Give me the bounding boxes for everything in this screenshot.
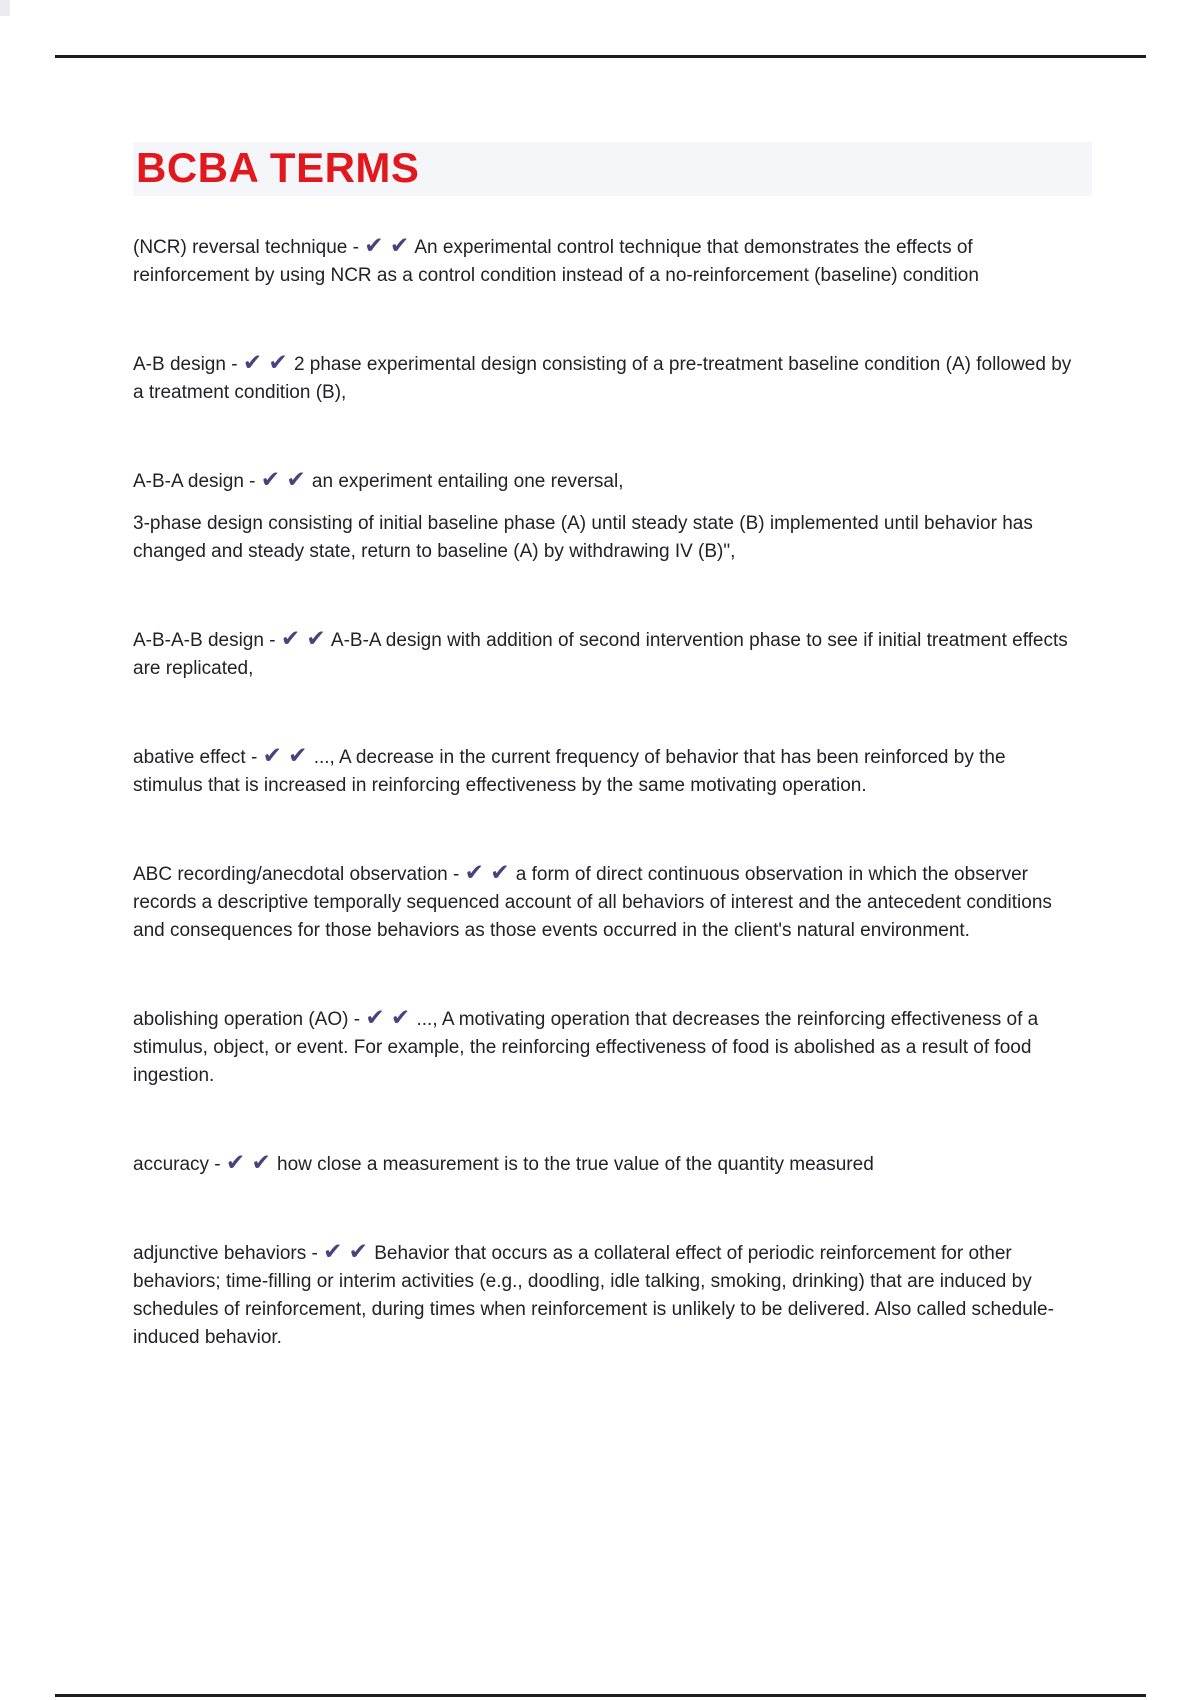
bottom-border-rule [55,1694,1146,1697]
definition-text: An experimental control technique that demonstrates the effects of reinforcement by using NCR as a control condition instead of a no-reinforcement (baseline) condition [133,237,979,286]
checkmark-icon: ✔ [268,350,289,376]
definition-text: a form of direct continuous observation in which the observer records a descriptive temporally sequenced account of all behaviors of interest and the antecedent conditions and consequences for those behaviors as those events occurred in the client's natural environment. [133,864,1052,941]
checkmark-icon: ✔ [242,350,264,376]
checkmark-icon: ✔ [225,1150,247,1176]
term-entry [133,349,1073,407]
checkmark-icon: ✔ [280,626,302,652]
term-entry [133,232,1073,290]
term-label: A-B-A-B design - [133,630,276,651]
checkmark-icon: ✔ [390,1005,412,1031]
checkmark-icon: ✔ [348,1239,369,1265]
definition-text: an experiment entailing one reversal, [311,471,624,492]
term-label: adjunctive behaviors - [133,1243,318,1264]
top-border-rule [55,55,1146,58]
definition-text: 3-phase design consisting of initial baseline phase (A) until steady state (B) implemented until behavior has changed and steady state, return to baseline (A) by withdrawing IV (B)", [133,513,1033,562]
document-content [133,142,1092,1411]
term-entry [133,625,1073,683]
term-entry [133,859,1073,945]
term-label: abative effect - [133,747,258,768]
term-entry [133,466,1073,496]
definition-text: Behavior that occurs as a collateral effect of periodic reinforcement for other behaviors; time-filling or interim activities (e.g., doodling, idle talking, smoking, drinking) that are induced by schedules of reinforcement, during times when reinforcement is unlikely to be delivered. Also called schedule-induced behavior. [133,1243,1054,1348]
term-label: accuracy - [133,1154,221,1175]
checkmark-icon: ✔ [490,860,511,886]
scan-corner-artifact [0,0,10,16]
checkmark-icon: ✔ [389,233,411,259]
term-entry [133,1238,1073,1352]
term-label: (NCR) reversal technique - [133,237,359,258]
checkmark-icon: ✔ [323,1239,344,1265]
term-entry [133,1149,1073,1179]
checkmark-icon: ✔ [262,743,283,769]
definition-text: 2 phase experimental design consisting of a pre-treatment baseline condition (A) followed by a treatment condition (B), [133,354,1072,403]
term-label: A-B design - [133,354,238,375]
term-label: ABC recording/anecdotal observation - [133,864,460,885]
term-label: abolishing operation (AO) - [133,1009,361,1030]
checkmark-icon: ✔ [251,1150,272,1176]
definition-text: ..., A motivating operation that decreases the reinforcing effectiveness of a stimulus, object, or event. For example, the reinforcing effectiveness of food is abolished as a result of food ingestion. [133,1009,1039,1086]
checkmark-icon: ✔ [288,743,309,769]
definition-text: A-B-A design with addition of second intervention phase to see if initial treatment effects are replicated, [133,630,1068,679]
title-banner [133,142,1092,196]
checkmark-icon: ✔ [464,860,485,886]
checkmark-icon: ✔ [365,1005,386,1031]
checkmark-icon: ✔ [286,467,307,493]
term-entry [133,742,1073,800]
term-label: A-B-A design - [133,471,256,492]
term-entry [133,1004,1073,1090]
definition-text: ..., A decrease in the current frequency of behavior that has been reinforced by the stimulus that is increased in reinforcing effectiveness by the same motivating operation. [133,747,1006,796]
checkmark-icon: ✔ [260,467,282,493]
definition-text: how close a measurement is to the true value of the quantity measured [277,1154,874,1175]
checkmark-icon: ✔ [364,233,385,259]
term-entry-continuation [133,510,1073,566]
page-title: BCBA TERMS [136,144,420,191]
checkmark-icon: ✔ [306,626,327,652]
